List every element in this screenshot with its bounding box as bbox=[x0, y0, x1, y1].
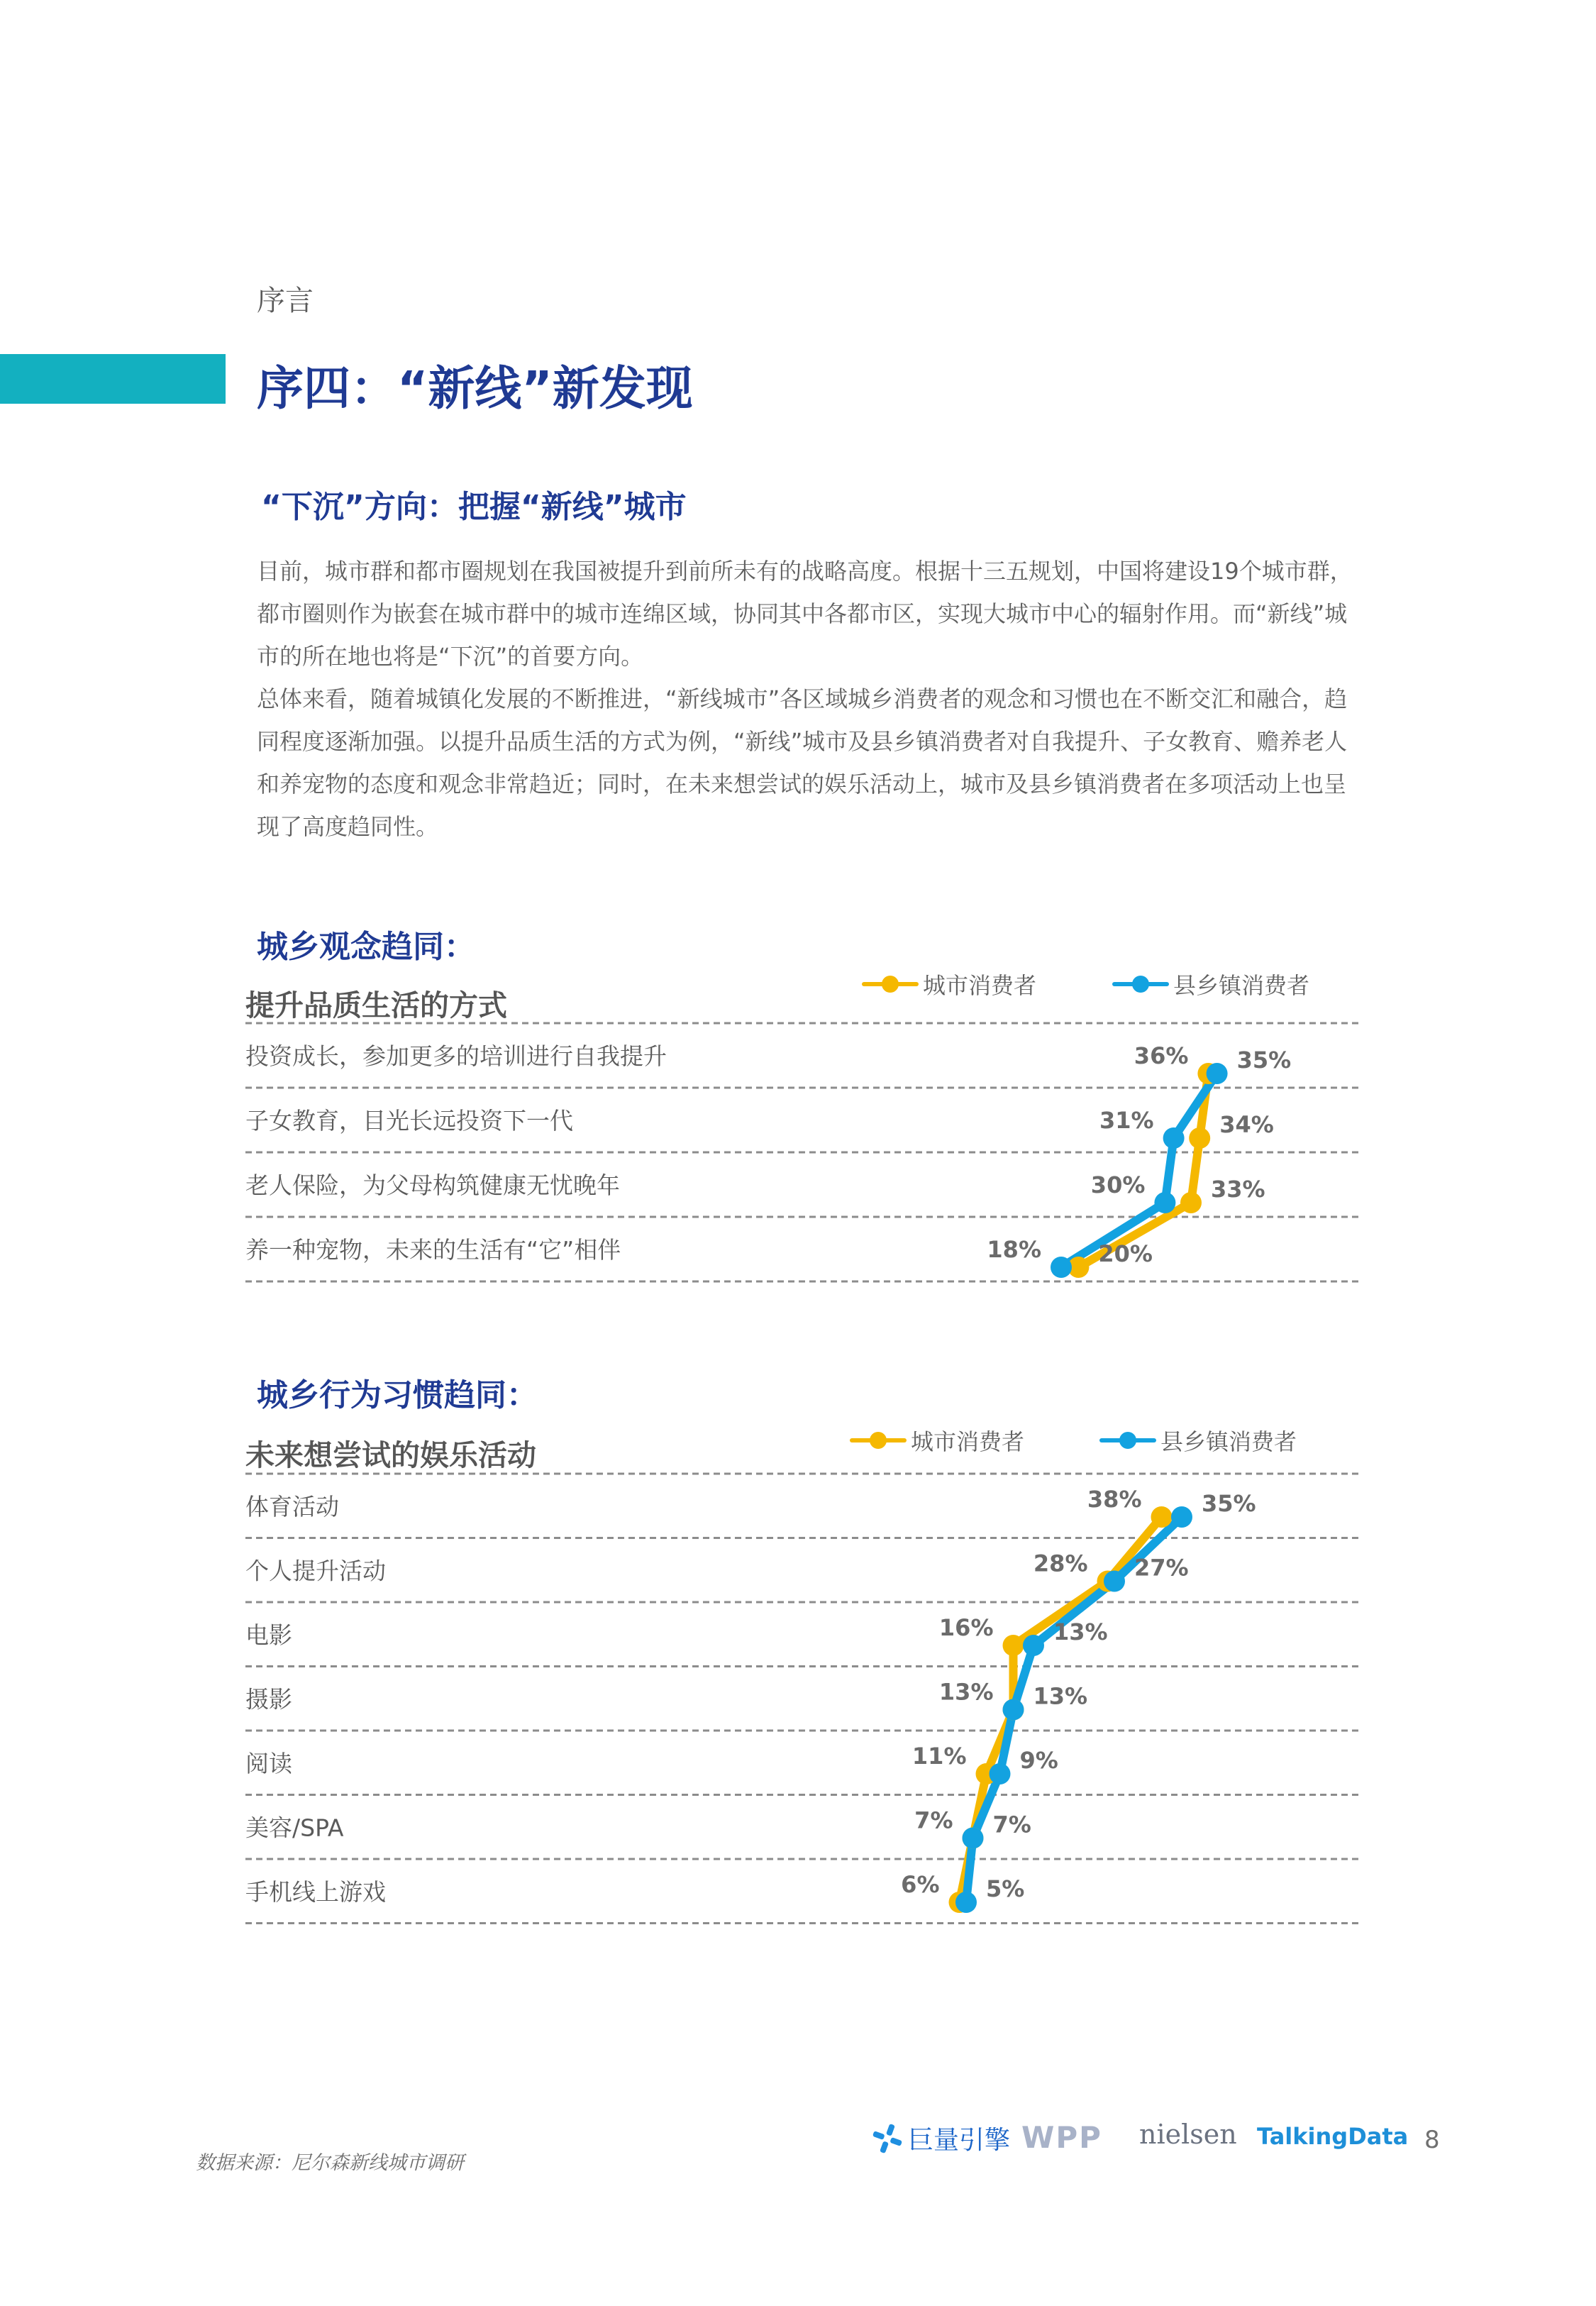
chart2-county-value-label: 11% bbox=[911, 1743, 967, 1770]
chart1-county-value-label: 18% bbox=[987, 1236, 1041, 1263]
chart1-category-label: 投资成长，参加更多的培训进行自我提升 bbox=[245, 1042, 667, 1070]
chart2-county-point bbox=[955, 1892, 977, 1913]
chart2-county-value-label: 6% bbox=[901, 1871, 940, 1898]
chart2-city-point bbox=[1003, 1635, 1024, 1656]
chart1-county-point bbox=[1154, 1192, 1175, 1213]
chart2-county-point bbox=[1003, 1699, 1024, 1721]
chart1-county-value-label: 36% bbox=[1134, 1042, 1189, 1069]
chart2-category-label: 摄影 bbox=[245, 1685, 292, 1714]
talkingdata-logo: TalkingData bbox=[1257, 2123, 1409, 2150]
chart2-category-label: 个人提升活动 bbox=[245, 1557, 386, 1585]
chart2-heading: 城乡行为习惯趋同： bbox=[257, 1377, 538, 1413]
chart2-category-label: 美容/SPA bbox=[245, 1814, 344, 1842]
chart2-city-value-label: 7% bbox=[992, 1811, 1031, 1838]
chart1-county-value-label: 30% bbox=[1090, 1171, 1146, 1198]
chart1-category-label: 养一种宠物，未来的生活有“它”相伴 bbox=[245, 1236, 621, 1264]
chart1-legend-city-label: 城市消费者 bbox=[923, 972, 1037, 999]
chart1-city-value-label: 33% bbox=[1211, 1176, 1265, 1203]
chart1-city-value-label: 35% bbox=[1236, 1047, 1292, 1074]
chart2-county-point bbox=[1104, 1571, 1125, 1592]
chart1-county-point bbox=[1163, 1127, 1185, 1149]
chart2-county-point bbox=[1171, 1506, 1192, 1528]
chart2-city-value-label: 13% bbox=[1033, 1682, 1088, 1710]
nielsen-logo: nielsen bbox=[1139, 2119, 1237, 2150]
chart2-legend-county-label: 县乡镇消费者 bbox=[1160, 1428, 1297, 1455]
ocean-engine-mark-icon bbox=[871, 2122, 904, 2155]
body-paragraph-2: 总体来看，随着城镇化发展的不断推进，“新线城市”各区域城乡消费者的观念和习惯也在不断交汇和融合，趋同程度逐渐加强。以提升品质生活的方式为例，“新线”城市及县乡镇消费者对自我提升、子女教育、赡养老人和养宠物的态度和观念非常趋近；同时，在未来想尝试的娱乐活动上，城市及县乡镇消费者在多项活动上也呈现了高度趋同性。 bbox=[257, 685, 1348, 840]
chart2-city-value-label: 27% bbox=[1134, 1554, 1189, 1582]
chart1-county-point bbox=[1051, 1257, 1072, 1278]
page-number: 8 bbox=[1424, 2126, 1440, 2154]
chart2-county-point bbox=[1023, 1635, 1044, 1656]
chart2-category-label: 阅读 bbox=[245, 1750, 292, 1777]
chart1-category-label: 子女教育，目光长远投资下一代 bbox=[245, 1107, 573, 1135]
data-source: 数据来源：尼尔森新线城市调研 bbox=[196, 2152, 464, 2174]
chart2-county-value-label: 13% bbox=[938, 1678, 994, 1706]
chart2-city-value-label: 5% bbox=[986, 1875, 1025, 1902]
chart2-legend-city-label: 城市消费者 bbox=[911, 1428, 1025, 1455]
chart2-county-value-label: 7% bbox=[914, 1806, 953, 1834]
section-subtitle: “下沉”方向：把握“新线”城市 bbox=[261, 489, 687, 525]
chart2-county-value-label: 28% bbox=[1033, 1550, 1088, 1577]
chart1-category-label: 老人保险，为父母构筑健康无忧晚年 bbox=[245, 1171, 620, 1199]
chart1-city-line bbox=[1078, 1074, 1208, 1267]
section-label: 序言 bbox=[257, 285, 314, 317]
chart2-city-point bbox=[1151, 1506, 1173, 1528]
wpp-logo: WPP bbox=[1021, 2120, 1102, 2155]
chart1-city-point bbox=[1180, 1192, 1202, 1213]
chart1-city-value-label: 20% bbox=[1098, 1240, 1153, 1267]
chart2-category-label: 手机线上游戏 bbox=[245, 1878, 386, 1906]
chart2-county-value-label: 38% bbox=[1087, 1486, 1142, 1513]
chart1-city-value-label: 34% bbox=[1219, 1111, 1274, 1138]
chart2-category-label: 体育活动 bbox=[245, 1493, 339, 1521]
chart2-city-value-label: 13% bbox=[1053, 1618, 1108, 1645]
ocean-engine-logo-text: 巨量引擎 bbox=[908, 2126, 1011, 2155]
chart1-subheading: 提升品质生活的方式 bbox=[245, 988, 507, 1022]
chart1-county-value-label: 31% bbox=[1099, 1107, 1154, 1134]
chart2-subheading: 未来想尝试的娱乐活动 bbox=[245, 1438, 536, 1472]
chart2-county-point bbox=[990, 1763, 1011, 1784]
page-title: 序四：“新线”新发现 bbox=[257, 361, 693, 416]
chart1-city-point bbox=[1189, 1127, 1210, 1149]
chart2-city-value-label: 35% bbox=[1202, 1490, 1256, 1517]
chart1-heading: 城乡观念趋同： bbox=[257, 929, 475, 965]
body-paragraph-1: 目前，城市群和都市圈规划在我国被提升到前所未有的战略高度。根据十三五规划，中国将建设19个城市群，都市圈则作为嵌套在城市群中的城市连绵区域，协同其中各都市区，实现大城市中心的辐射作用。而“新线”城市的所在地也将是“下沉”的首要方向。 bbox=[257, 558, 1353, 670]
chart2-county-value-label: 16% bbox=[938, 1614, 994, 1641]
chart1-county-point bbox=[1207, 1063, 1228, 1084]
chart2-city-value-label: 9% bbox=[1019, 1747, 1058, 1774]
chart1-legend-county-label: 县乡镇消费者 bbox=[1173, 972, 1310, 999]
ocean-engine-logo bbox=[871, 2120, 1010, 2156]
chart2-county-point bbox=[963, 1828, 984, 1849]
chart2-category-label: 电影 bbox=[245, 1621, 292, 1649]
